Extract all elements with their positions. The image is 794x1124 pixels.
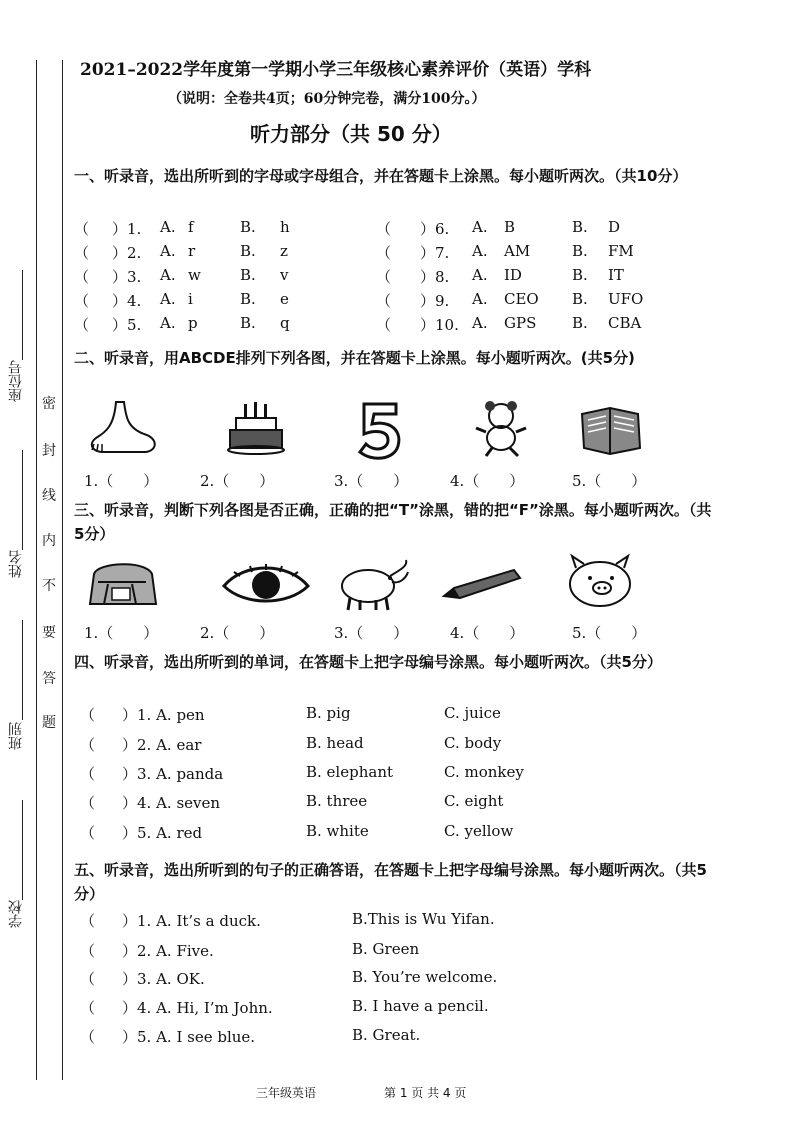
question-number: ）6.: [420, 220, 450, 238]
answer-paren[interactable]: （: [74, 292, 90, 310]
option-a-label: A.: [160, 242, 176, 260]
section-3-blank-4[interactable]: 4.（ ）: [450, 624, 525, 642]
number-five-picture: [352, 398, 407, 463]
book-picture: [578, 404, 644, 456]
option-b-value[interactable]: FM: [608, 242, 634, 260]
seal-char-7: 答: [42, 671, 56, 687]
question-number: ）7.: [420, 244, 450, 262]
option-b-value[interactable]: CBA: [608, 314, 642, 332]
binding-line-outer: [36, 60, 37, 1080]
binding-line-inner: [62, 60, 63, 1080]
option-a[interactable]: ）5. A. I see blue.: [122, 1028, 256, 1046]
option-a-value[interactable]: i: [188, 290, 193, 308]
section-4-row: [80, 704, 740, 726]
answer-paren[interactable]: （: [80, 736, 96, 754]
option-a-label: A.: [472, 266, 488, 284]
seal-char-1: 密: [42, 396, 56, 412]
option-b[interactable]: B.This is Wu Yifan.: [352, 910, 495, 928]
option-b-value[interactable]: e: [280, 290, 289, 308]
section-5-row: [80, 997, 740, 1019]
elephant-picture: [334, 556, 414, 612]
section-1-row: [74, 218, 734, 240]
option-a-label: A.: [472, 314, 488, 332]
option-b-label: B.: [240, 314, 256, 332]
backpack-picture: [84, 554, 160, 610]
school-label: 学校: [8, 900, 24, 928]
pig-picture: [562, 554, 638, 612]
answer-paren[interactable]: （: [80, 794, 96, 812]
seal-char-5: 不: [42, 578, 56, 594]
option-a-label: A.: [472, 290, 488, 308]
section-4-instruction: 四、听录音，选出所听到的单词，在答题卡上把字母编号涂黑。每小题听两次。（共5分）: [74, 653, 662, 671]
section-1-row: [74, 290, 734, 312]
answer-paren[interactable]: （: [80, 912, 96, 930]
section-4-row: [80, 822, 740, 844]
section-1-row: [74, 242, 734, 264]
section-3-blank-2[interactable]: 2.（ ）: [200, 624, 275, 642]
question-number: ）1.: [112, 220, 142, 238]
answer-paren[interactable]: （: [80, 1028, 96, 1046]
option-a-value[interactable]: GPS: [504, 314, 537, 332]
section-2-blank-5[interactable]: 5.（ ）: [572, 472, 647, 490]
seal-char-6: 要: [42, 625, 56, 641]
section-2-instruction: 二、听录音，用ABCDE排列下列各图，并在答题卡上涂黑。每小题听两次。(共5分): [74, 349, 635, 367]
section-3-blank-5[interactable]: 5.（ ）: [572, 624, 647, 642]
option-a-value[interactable]: AM: [504, 242, 531, 260]
option-a[interactable]: ）4. A. Hi, I’m John.: [122, 999, 273, 1017]
option-a-value[interactable]: B: [504, 218, 516, 236]
option-b[interactable]: B. pig: [306, 704, 351, 722]
option-b-value[interactable]: v: [280, 266, 289, 284]
seal-char-3: 线: [42, 488, 56, 504]
answer-paren[interactable]: （: [74, 244, 90, 262]
answer-paren[interactable]: （: [74, 220, 90, 238]
name-line: [22, 450, 23, 550]
section-3-blank-3[interactable]: 3.（ ）: [334, 624, 409, 642]
part-heading: 听力部分（共 50 分）: [250, 122, 452, 146]
option-b-label: B.: [572, 266, 588, 284]
birthday-cake-picture: [226, 400, 286, 455]
school-line: [22, 800, 23, 900]
class-line: [22, 620, 23, 720]
answer-paren[interactable]: （: [74, 268, 90, 286]
option-b-value[interactable]: z: [280, 242, 288, 260]
answer-paren[interactable]: （: [80, 765, 96, 783]
option-a-label: A.: [472, 242, 488, 260]
option-c[interactable]: C. juice: [444, 704, 501, 722]
option-a-value[interactable]: w: [188, 266, 201, 284]
question-number: ）5.: [112, 316, 142, 334]
option-b-label: B.: [240, 218, 256, 236]
answer-paren[interactable]: （: [80, 706, 96, 724]
option-a-label: A.: [472, 218, 488, 236]
option-c[interactable]: C. body: [444, 734, 502, 752]
section-4-row: [80, 792, 740, 814]
option-b[interactable]: B. head: [306, 734, 364, 752]
option-b[interactable]: B. Green: [352, 940, 420, 958]
section-2-blank-3[interactable]: 3.（ ）: [334, 472, 409, 490]
seal-char-4: 内: [42, 533, 56, 549]
answer-paren[interactable]: （: [376, 244, 392, 262]
teddy-bear-picture: [470, 398, 532, 460]
option-b-value[interactable]: IT: [608, 266, 624, 284]
option-b-value[interactable]: h: [280, 218, 290, 236]
crayon-picture: [440, 566, 522, 602]
section-2-blank-1[interactable]: 1.（ ）: [84, 472, 159, 490]
option-a-value[interactable]: CEO: [504, 290, 539, 308]
option-b[interactable]: B. You’re welcome.: [352, 968, 498, 986]
option-b-label: B.: [572, 314, 588, 332]
section-2-blank-2[interactable]: 2.（ ）: [200, 472, 275, 490]
section-1-row: [74, 266, 734, 288]
answer-paren[interactable]: （: [376, 268, 392, 286]
seal-char-2: 封: [42, 443, 56, 459]
option-b[interactable]: B. three: [306, 792, 368, 810]
section-1-row: [74, 314, 734, 336]
option-c[interactable]: C. monkey: [444, 763, 524, 781]
section-3-instruction: 三、听录音，判断下列各图是否正确，正确的把“T”涂黑，错的把“F”涂黑。每小题听两次。（共5分）: [74, 501, 712, 543]
option-b[interactable]: B. elephant: [306, 763, 394, 781]
option-b-label: B.: [572, 242, 588, 260]
section-5-row: [80, 910, 740, 932]
option-a-label: A.: [160, 290, 176, 308]
seat-label: 座位号: [8, 360, 24, 402]
option-c[interactable]: C. yellow: [444, 822, 514, 840]
answer-paren[interactable]: （: [74, 316, 90, 334]
answer-paren[interactable]: （: [376, 316, 392, 334]
option-b-label: B.: [240, 242, 256, 260]
option-b-label: B.: [572, 290, 588, 308]
section-2-blank-4[interactable]: 4.（ ）: [450, 472, 525, 490]
option-b-value[interactable]: q: [280, 314, 290, 332]
question-number: ）10.: [420, 316, 459, 334]
option-a-value[interactable]: r: [188, 242, 196, 260]
option-a-value[interactable]: ID: [504, 266, 522, 284]
foot-picture: [84, 398, 164, 458]
option-a[interactable]: ）3. A. OK.: [122, 970, 205, 988]
question-number: ）3.: [112, 268, 142, 286]
option-a-value[interactable]: p: [188, 314, 198, 332]
class-label: 班别: [8, 722, 24, 750]
answer-paren[interactable]: （: [376, 292, 392, 310]
option-b-label: B.: [240, 290, 256, 308]
option-a[interactable]: ）4. A. seven: [122, 794, 221, 812]
question-number: ）9.: [420, 292, 450, 310]
question-number: ）2.: [112, 244, 142, 262]
option-b-value[interactable]: D: [608, 218, 621, 236]
option-a[interactable]: ）3. A. panda: [122, 765, 224, 783]
section-5-row: [80, 968, 740, 990]
exam-title: 2021–2022学年度第一学期小学三年级核心素养评价（英语）学科: [80, 60, 592, 80]
question-number: ）8.: [420, 268, 450, 286]
section-4-row: [80, 734, 740, 756]
question-number: ）4.: [112, 292, 142, 310]
eye-picture: [220, 562, 312, 608]
option-b-value[interactable]: UFO: [608, 290, 644, 308]
option-a[interactable]: ）5. A. red: [122, 824, 203, 842]
option-a-value[interactable]: f: [188, 218, 194, 236]
option-b-label: B.: [572, 218, 588, 236]
footer-subject: 三年级英语: [256, 1086, 317, 1100]
answer-paren[interactable]: （: [376, 220, 392, 238]
seal-char-8: 题: [42, 715, 56, 731]
option-a[interactable]: ）1. A. pen: [122, 706, 205, 724]
option-b-label: B.: [240, 266, 256, 284]
answer-paren[interactable]: （: [80, 824, 96, 842]
section-1-instruction: 一、听录音，选出所听到的字母或字母组合，并在答题卡上涂黑。每小题听两次。（共10分）: [74, 167, 688, 185]
option-a[interactable]: ）2. A. Five.: [122, 942, 214, 960]
seat-line: [22, 270, 23, 360]
option-a-label: A.: [160, 218, 176, 236]
section-5-row: [80, 1026, 740, 1048]
option-b[interactable]: B. white: [306, 822, 369, 840]
option-b[interactable]: B. I have a pencil.: [352, 997, 489, 1015]
section-4-row: [80, 763, 740, 785]
option-a[interactable]: ）1. A. It’s a duck.: [122, 912, 261, 930]
answer-paren[interactable]: （: [80, 999, 96, 1017]
exam-subtitle: （说明：全卷共4页；60分钟完卷，满分100分。）: [168, 91, 486, 107]
section-5-row: [80, 940, 740, 962]
section-5-instruction: 五、听录音，选出所听到的句子的正确答语，在答题卡上把字母编号涂黑。每小题听两次。（共5分）: [74, 861, 707, 903]
option-b[interactable]: B. Great.: [352, 1026, 421, 1044]
option-a[interactable]: ）2. A. ear: [122, 736, 202, 754]
option-a-label: A.: [160, 314, 176, 332]
footer-page: 第 1 页 共 4 页: [384, 1086, 467, 1100]
answer-paren[interactable]: （: [80, 970, 96, 988]
option-c[interactable]: C. eight: [444, 792, 504, 810]
section-3-blank-1[interactable]: 1.（ ）: [84, 624, 159, 642]
option-a-label: A.: [160, 266, 176, 284]
answer-paren[interactable]: （: [80, 942, 96, 960]
name-label: 姓名: [8, 550, 24, 578]
